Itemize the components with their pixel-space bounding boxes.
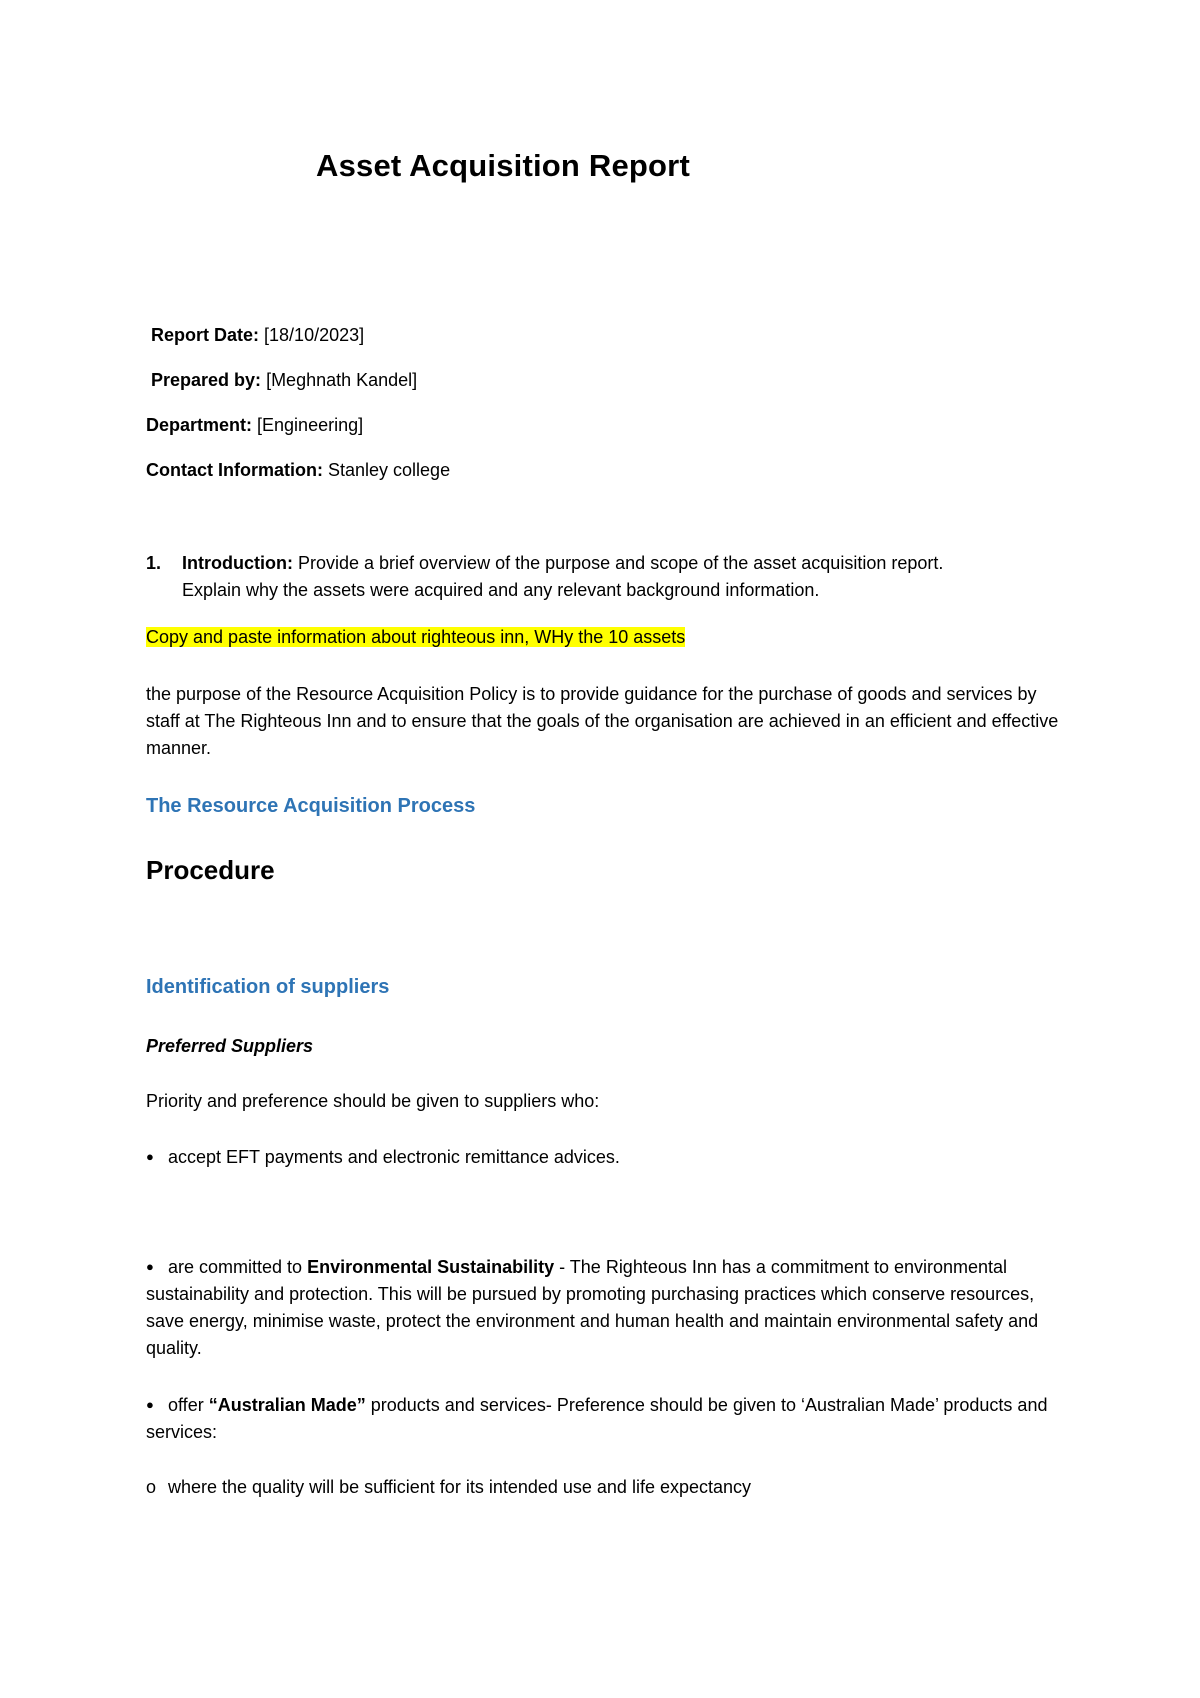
bullet-eft: [146, 1143, 620, 1171]
report-date-field: [151, 325, 364, 346]
introduction-item: [146, 550, 943, 604]
introduction-text-line1: Provide a brief overview of the purpose and scope of the asset acquisition report.: [292, 553, 944, 573]
report-date-value: [18/10/2023]: [264, 325, 365, 345]
bullet-aus-bold: “Australian Made”: [208, 1395, 366, 1415]
bullet-icon: ●: [146, 1259, 154, 1274]
report-date-label: Report Date:: [151, 325, 260, 345]
bullet-env-prefix: are committed to: [168, 1257, 308, 1277]
prepared-by-label: Prepared by:: [151, 370, 262, 390]
preferred-suppliers-subheading: Preferred Suppliers: [146, 1036, 314, 1056]
bullet-env-bold: Environmental Sustainability: [307, 1257, 555, 1277]
resource-process-heading: The Resource Acquisition Process: [146, 795, 476, 817]
purpose-paragraph: the purpose of the Resource Acquisition Policy is to provide guidance for the purchase of goods and services by staff at The Righteous Inn and to ensure that the goals of the organisation are achieved in an efficient and effective manner.: [146, 684, 1059, 758]
priority-text: Priority and preference should be given to suppliers who:: [146, 1091, 600, 1111]
identification-heading: Identification of suppliers: [146, 976, 390, 998]
highlighted-text: Copy and paste information about righteous inn, WHy the 10 assets: [146, 627, 686, 647]
bullet-icon: ●: [146, 1149, 154, 1164]
bullet-aus-prefix: offer: [168, 1395, 209, 1415]
introduction-number: 1.: [146, 553, 162, 573]
bullet-environment: [146, 1253, 1066, 1362]
contact-value: Stanley college: [323, 460, 451, 480]
department-value: [Engineering]: [257, 415, 364, 435]
bullet-env-text: - The Righteous Inn has a commitment to environmental sustainability and protection. This will be pursued by promoting purchasing practices which conserve resources, save energy, minimise waste, protect the environment and human health and maintain environmental safety and quality.: [146, 1257, 1039, 1358]
contact-field: [146, 460, 450, 481]
highlight-note: [146, 624, 685, 651]
bullet-australian-made: [146, 1391, 1066, 1446]
bullet-aus-text: products and services- Preference should be given to ‘Australian Made’ products and services:: [146, 1395, 1048, 1442]
department-label: Department:: [146, 415, 253, 435]
sub-bullet-quality: [146, 1474, 751, 1501]
procedure-heading: Procedure: [146, 855, 275, 885]
bullet-eft-text: accept EFT payments and electronic remittance advices.: [168, 1147, 620, 1167]
document-title: Asset Acquisition Report: [316, 148, 690, 183]
sub-bullet-marker: o: [146, 1477, 157, 1497]
sub-bullet-text: where the quality will be sufficient for its intended use and life expectancy: [168, 1477, 752, 1497]
introduction-text-line2: Explain why the assets were acquired and any relevant background information.: [182, 580, 820, 600]
prepared-by-value: [Meghnath Kandel]: [266, 370, 418, 390]
bullet-icon: ●: [146, 1397, 154, 1412]
prepared-by-field: [151, 370, 417, 391]
department-field: [146, 415, 363, 436]
introduction-label: Introduction:: [182, 553, 293, 573]
contact-label: Contact Information:: [146, 460, 323, 480]
